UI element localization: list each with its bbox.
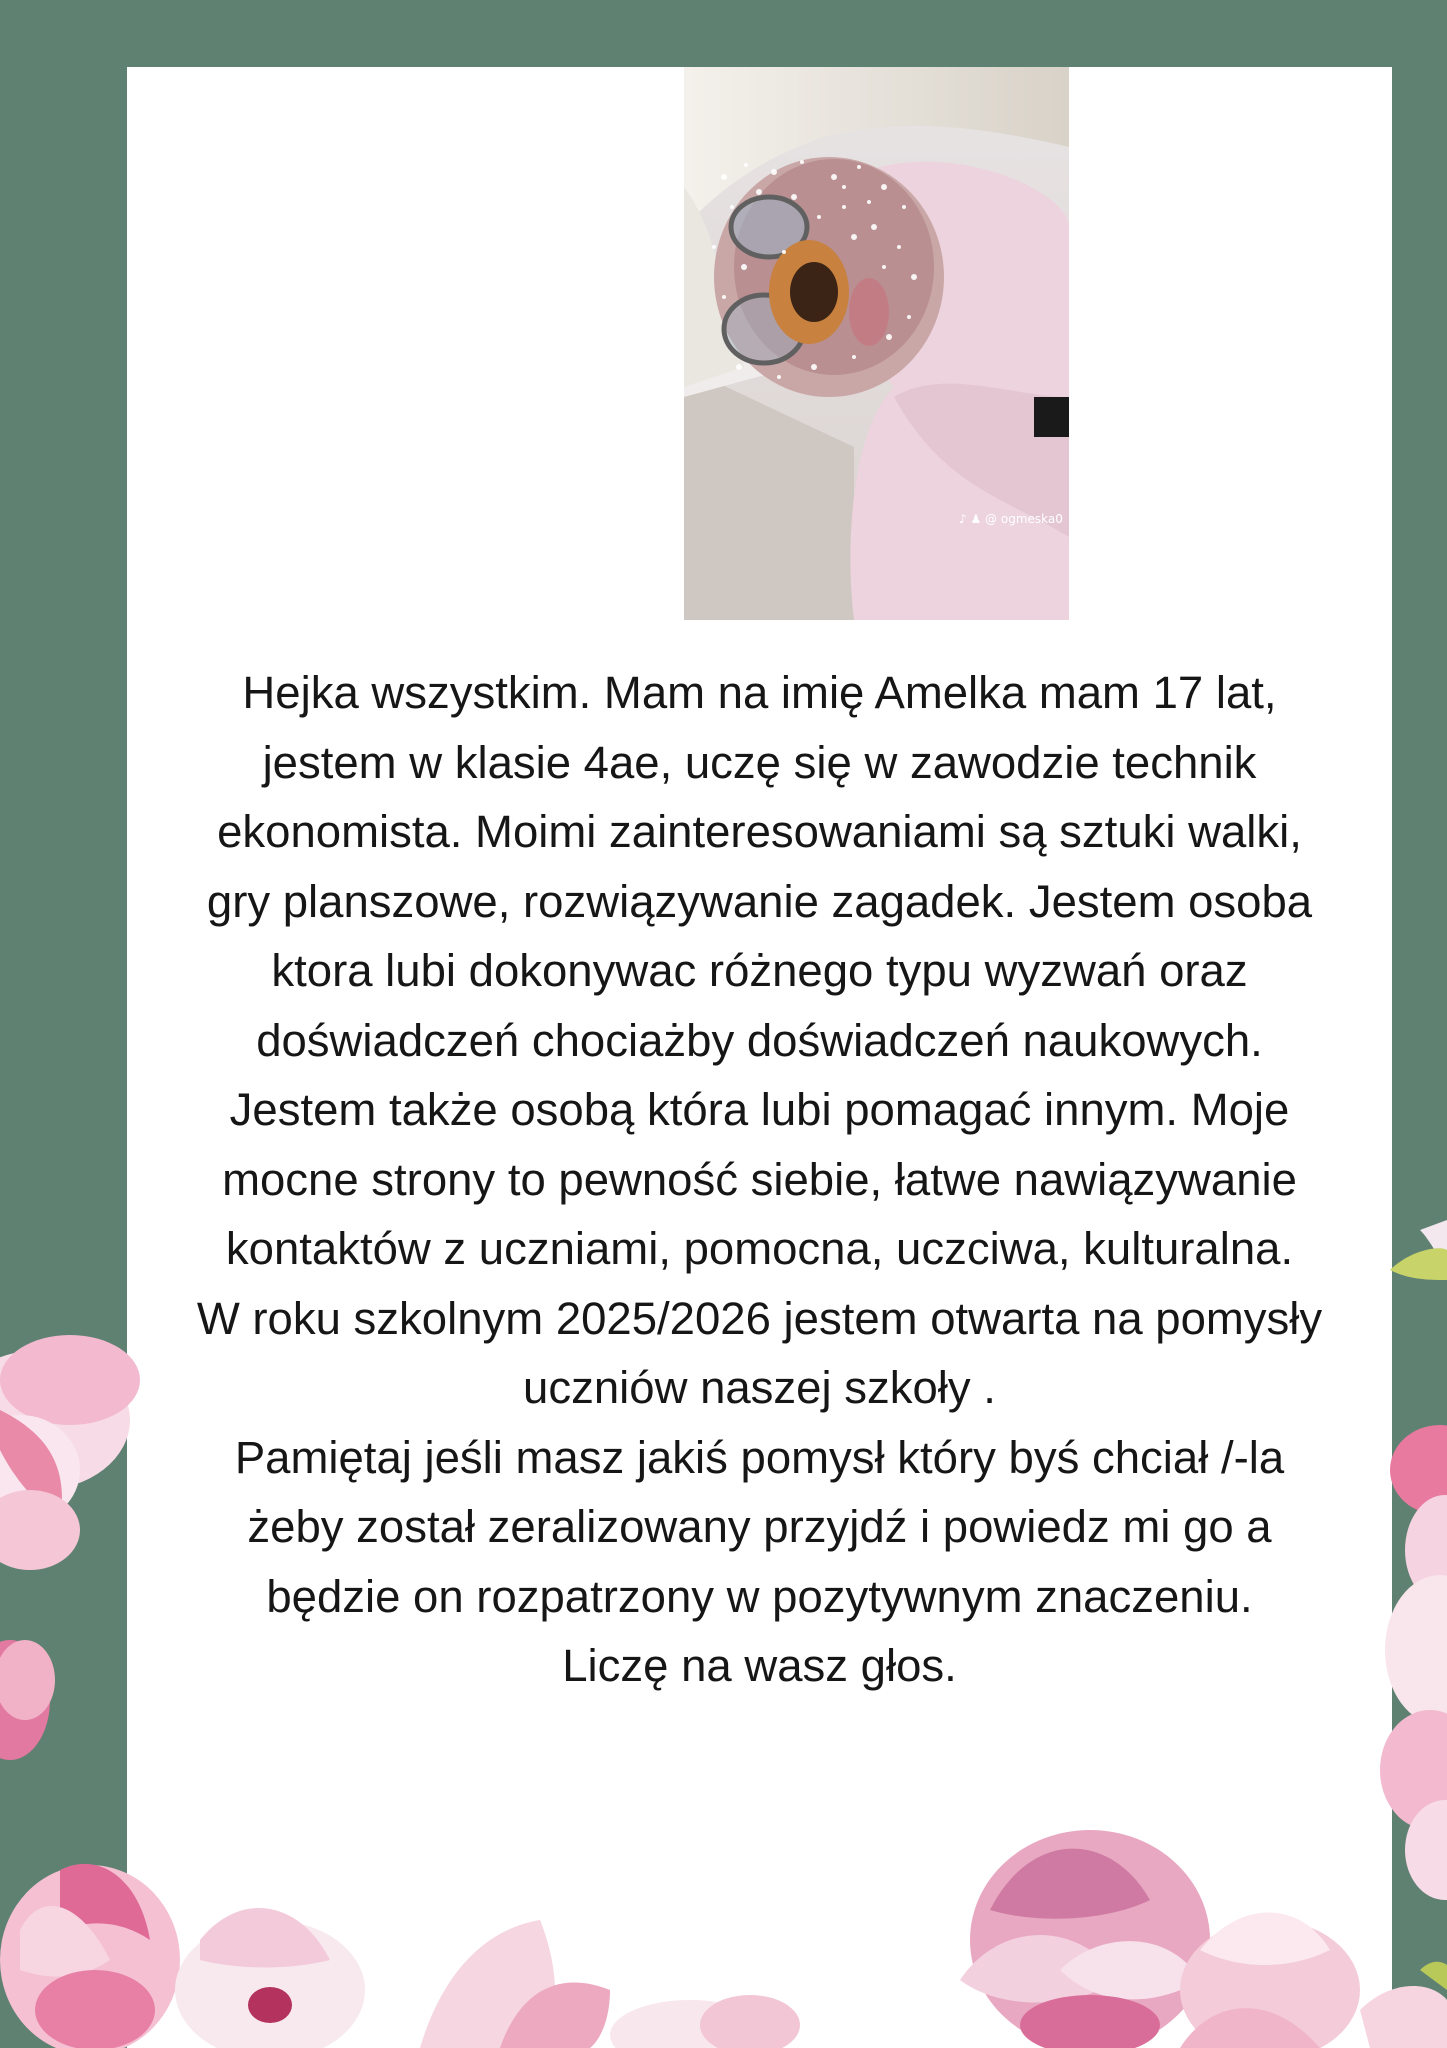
bio-line: Pamiętaj jeśli masz jakiś pomysł który byś chciał /-la xyxy=(234,1431,1285,1483)
bio-line: Hejka wszystkim. Mam na imię Amelka mam 17 lat, xyxy=(242,667,1277,718)
bio-line: żeby został zeralizowany przyjdź i powiedz mi go a xyxy=(247,1501,1272,1552)
bio-line: kontaktów z uczniami, pomocna, uczciwa, kulturalna. xyxy=(225,1223,1294,1274)
bio-line: W roku szkolnym 2025/2026 jestem otwarta na pomysły xyxy=(196,1292,1323,1344)
bio-line: jestem w klasie 4ae, uczę się w zawodzie technik xyxy=(262,736,1257,788)
bio-line: Liczę na wasz głos. xyxy=(562,1640,957,1691)
bio-line: ekonomista. Moimi zainteresowaniami są sztuki walki, xyxy=(217,806,1302,857)
bio-line: doświadczeń chociażby doświadczeń naukowych. xyxy=(256,1014,1263,1066)
bio-line: uczniów naszej szkoły . xyxy=(523,1362,996,1413)
magnolia-icon xyxy=(0,1335,140,1570)
photo-watermark: ♪ ♟ @ ogmeska0 xyxy=(959,512,1063,526)
profile-photo-image xyxy=(684,67,1069,620)
profile-photo xyxy=(684,67,1069,620)
bio-line: gry planszowe, rozwiązywanie zagadek. Jestem osoba xyxy=(206,875,1313,927)
bio-line: Jestem także osobą która lubi pomagać innym. Moje xyxy=(229,1084,1290,1135)
bio-text xyxy=(127,658,1392,1701)
bio-line: ktora lubi dokonywac różnego typu wyzwań oraz xyxy=(271,945,1248,996)
bio-line: mocne strony to pewność siebie, łatwe nawiązywanie xyxy=(222,1153,1297,1205)
magnolia-icon xyxy=(0,1640,55,1760)
bio-line: będzie on rozpatrzony w pozytywnym znaczeniu. xyxy=(266,1570,1253,1622)
